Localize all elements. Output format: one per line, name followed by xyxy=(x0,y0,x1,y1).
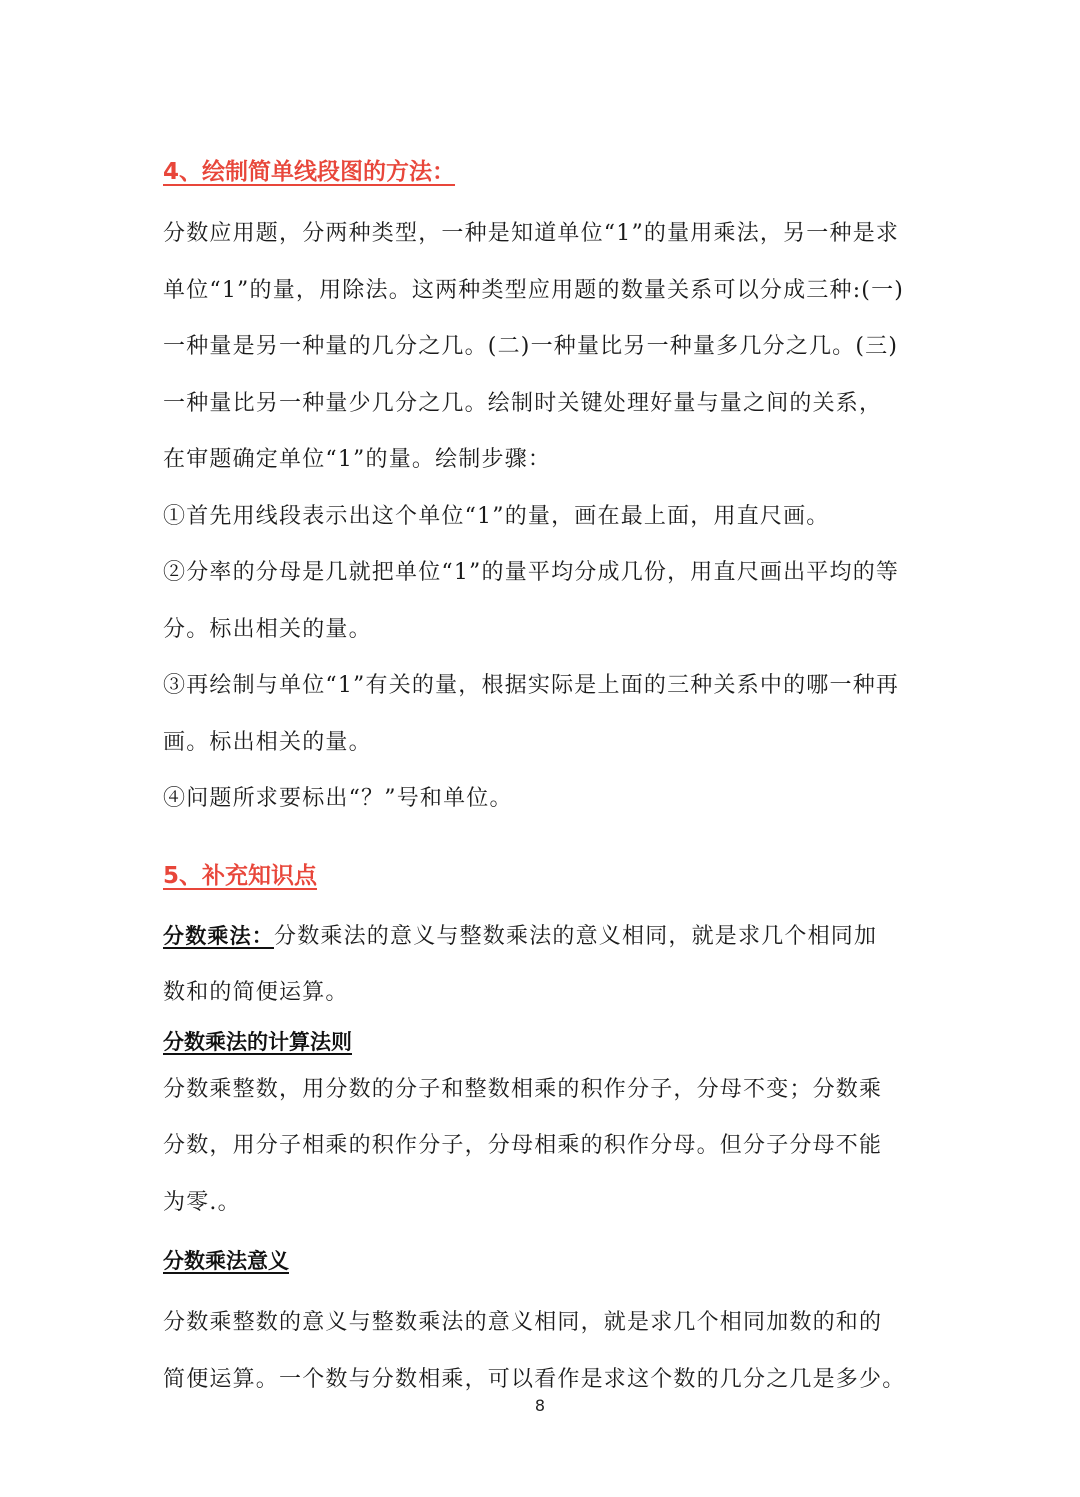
section-5-title: 5、补充知识点 xyxy=(163,862,318,889)
section-4-intro-line: 单位“1”的量，用除法。这两种类型应用题的数量关系可以分成三种:(一) xyxy=(163,277,905,303)
multiplication-label: 分数乘法： xyxy=(163,923,274,948)
step-3-line: ③再绘制与单位“1”有关的量，根据实际是上面的三种关系中的哪一种再 xyxy=(163,673,900,698)
step-2-line: ②分率的分母是几就把单位“1”的量平均分成几份，用直尺画出平均的等 xyxy=(163,560,900,585)
rule-line: 分数乘整数，用分数的分子和整数相乘的积作分子，分母不变；分数乘 xyxy=(163,1076,883,1102)
rule-heading: 分数乘法的计算法则 xyxy=(163,1029,352,1054)
step-2-line: 分。标出相关的量。 xyxy=(163,616,372,642)
multiplication-line: 数和的简便运算。 xyxy=(163,980,349,1005)
step-3-line: 画。标出相关的量。 xyxy=(163,729,372,755)
page-content xyxy=(163,150,923,1408)
section-4-intro-line: 在审题确定单位“1”的量。绘制步骤： xyxy=(163,447,552,472)
section-4-title: 4、绘制简单线段图的方法： xyxy=(163,159,456,185)
spacer xyxy=(163,828,923,854)
page-number: 8 xyxy=(534,1396,546,1415)
step-4-line: ④问题所求要标出“？”号和单位。 xyxy=(163,786,513,811)
step-1-line: ①首先用线段表示出这个单位“1”的量，画在最上面，用直尺画。 xyxy=(163,503,830,529)
rule-line: 分数，用分子相乘的积作分子，分母相乘的积作分母。但分子分母不能 xyxy=(163,1133,883,1158)
meaning-heading: 分数乘法意义 xyxy=(163,1249,289,1273)
meaning-line: 简便运算。一个数与分数相乘，可以看作是求这个数的几分之几是多少。 xyxy=(163,1366,906,1392)
spacer xyxy=(163,194,923,206)
rule-line: 为零.。 xyxy=(163,1189,241,1215)
multiplication-line xyxy=(163,908,923,966)
meaning-line: 分数乘整数的意义与整数乘法的意义相同，就是求几个相同加数的和的 xyxy=(163,1310,883,1335)
section-4-intro-line: 一种量比另一种量少几分之几。绘制时关键处理好量与量之间的关系， xyxy=(163,390,883,416)
section-4-intro-line: 分数应用题，分两种类型，一种是知道单位“1”的量用乘法，另一种是求 xyxy=(163,221,900,246)
multiplication-text: 分数乘法的意义与整数乘法的意义相同，就是求几个相同加 xyxy=(274,923,878,949)
section-4-intro-line: 一种量是另一种量的几分之几。(二)一种量比另一种量多几分之几。(三) xyxy=(163,334,899,359)
